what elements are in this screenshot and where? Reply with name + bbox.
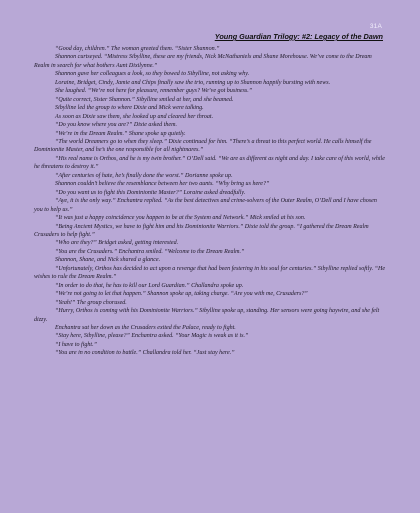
paragraph: “Yeah!” The group chorused. xyxy=(55,299,127,306)
paragraph: “Good day, children.” The woman greeted them. “Sister Shannon.” xyxy=(55,46,220,52)
paragraph: “We’re not going to let that happen.” Shannon spoke up, taking charge. “Are you with me, Crusaders?” xyxy=(55,291,308,298)
paragraph: Shannon, Shane, and Nick shared a glance. xyxy=(55,257,161,264)
paragraph: “The world Dreamers go to when they sleep.” Dixie continued for him. “There’s a threat to this perfect world. He calls himself the Dominionite Master, and he’s the one responsible for all nightmares.” xyxy=(34,138,372,154)
paragraph: “His real name is Orthos, and he is my twin brother.” O’Dell said. “We are as different as night and day. I take care of this world, while he threatens to destroy it.” xyxy=(34,155,385,171)
paragraph: “You are the Crusaders.” Enchantra smiled. “Welcome to the Dream Realm.” xyxy=(55,248,245,255)
paragraph: “I have to fight.” xyxy=(55,341,97,348)
paragraph: “Hurry, Orthos is coming with his Dominionite Warriors.” Sibylline spoke up, standing. Her sensors were going haywire, and she felt dizzy. xyxy=(34,308,380,323)
paragraph: “Stay here, Sibylline, please?” Enchantra asked. “Your Magic is weak as it is.” xyxy=(55,333,249,340)
paragraph: Enchantra sat her down as the Crusaders exited the Palace, ready to fight. xyxy=(55,324,236,331)
paragraph: Loraine, Bridget, Cindy, Jamie and Chips finally saw the trio, running up to Shannon happily bursting with news. xyxy=(55,79,331,86)
paragraph: “We’re in the Dream Realm.” Shane spoke up quietly. xyxy=(55,130,186,137)
paragraph: She laughed. “We’re not here for pleasure, remember guys? We’ve got business.” xyxy=(55,88,253,95)
paragraph: “Unfortunately, Orthos has decided to act upon a revenge that had been festering in his soul for centuries.” Sibylline replied softly. “He wishes to rule the Dream Realm.” xyxy=(34,265,386,281)
paragraph: “Quite correct, Sister Shannon.” Sibylline smiled at her, and she beamed. xyxy=(55,96,234,103)
paragraph: “It was just a happy coincidence you happen to be at the System and Network.” Mick smiled at his son. xyxy=(55,215,306,222)
paragraph: “You are in no condition to battle.” Challandra told her. “Just stay here.” xyxy=(55,350,235,357)
paragraph: “Being Ancient Mystics, we have to fight him and his Dominionite Warriors.” Dixie told the group. “I gathered the Dream Realm Crusaders to help fight.” xyxy=(34,223,369,238)
paragraph: Shannon curtseyed. “Mistress Sibylline, these are my friends, Nick McNathaniels and Shane Morehouse. We’ve come to the Dream Realm in search for what bothers Aunt Dixilynne.” xyxy=(34,54,372,69)
paragraph: Shannon gave her colleagues a look, so they bowed to Sibylline, not asking why. xyxy=(55,71,250,78)
paragraph: “Do you know where you are?” Dixie asked them. xyxy=(55,122,177,129)
paragraph: “In order to do that, he has to kill our Lord Guardian.” Challandra spoke up. xyxy=(55,282,244,289)
paragraph: Shannon couldn’t believe the resemblance between her two aunts. “Why bring us here?” xyxy=(55,181,270,188)
body-text xyxy=(34,45,387,358)
paragraph: “After centuries of hate, he’s finally done the worst.” Dorianne spoke up. xyxy=(55,172,233,179)
paragraph: “Do you want us to fight this Dominionite Master?” Loraine asked dreadfully. xyxy=(55,189,246,196)
paragraph: “Who are they?” Bridget asked, getting interested. xyxy=(55,240,179,247)
paragraph: As soon as Dixie saw them, she looked up and cleared her throat. xyxy=(55,113,214,120)
page-header-title: Young Guardian Trilogy: #2: Legacy of the Dawn xyxy=(214,32,383,41)
page-number: 31A xyxy=(369,23,382,30)
paragraph: Sibylline led the group to where Dixie and Mick were talking. xyxy=(55,105,204,112)
paragraph: “Aye, it is the only way.” Enchantra replied. “As the best detectives and crime-solvers of the Outer Realm, O’Dell and I have chosen you to help us.” xyxy=(34,198,377,213)
